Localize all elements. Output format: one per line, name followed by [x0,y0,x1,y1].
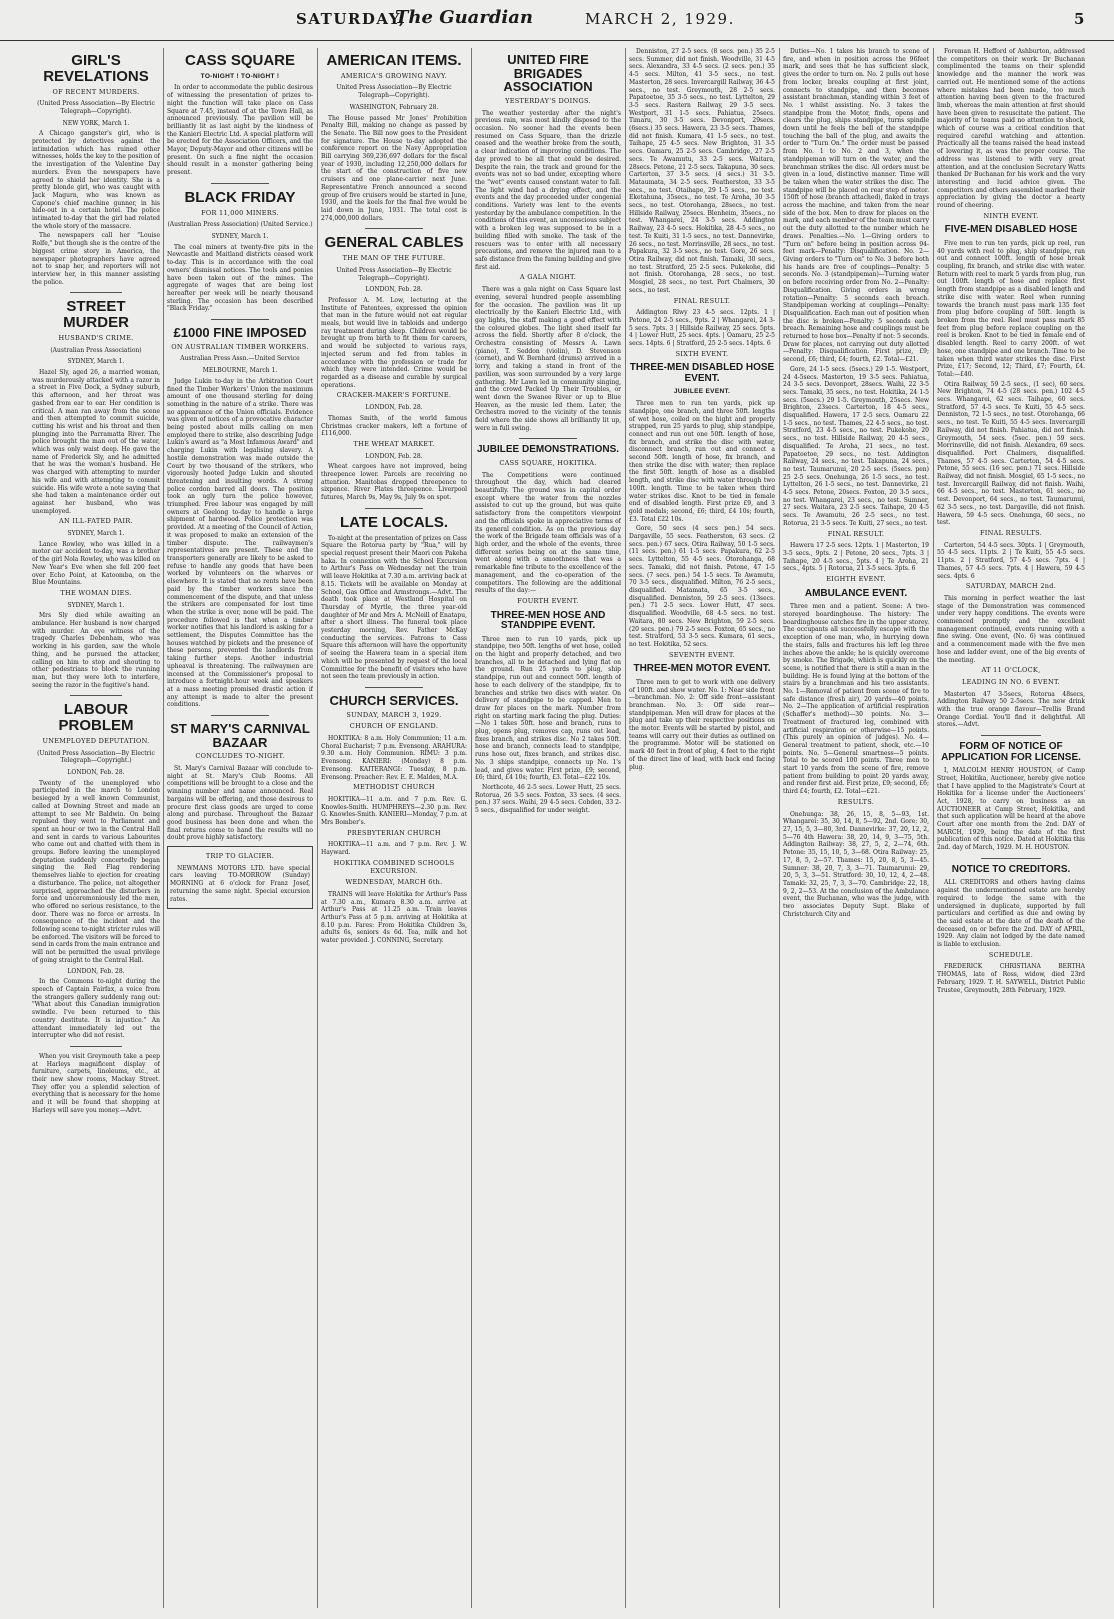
advertisement-box [167,846,313,909]
column-5 [629,48,775,1608]
dateline: LONDON, Feb. 28. [365,452,423,460]
article-body: The House passed Mr Jones' Prohibition Penalty Bill, making no change as passed by the Senate. The Bill now goes to the President for signature. The House to-day adopted the conference report on the Navy Appropriation Bill carrying 369,236,697 dollars for the fiscal year of 1930, including 12,250,000 dollars for the start of the construction of five new cruisers and one plane-carrier next June. Representative French announced a second group of five cruisers would be started in June, 1930, and the keels for the final five would be laid down in June, 1931. The total cost is 274,000,000 dollars. [321,114,467,222]
article-body: HOKITIKA—11 a.m. and 7 p.m. Rev. G. Knowles-Smith. HUMPHREYS—2.30 p.m. Rev. G. Knowles-Smith. KANIERI—Monday, 7 p.m. at Mrs Bomber's. [321,795,467,827]
results-list: Gore, 24 1-5 secs. (5secs.) 29 1-5. Westport, 24 4-5secs. Masterton, 19 3-5 secs. Pahiatua, 24 3-5 secs. Devonport, 28secs. Waihi, 22 3-5 secs. Tamaki, 35 secs., no test. Hokitika, 24 1-5 secs. (5secs.) 29 1-5. Greymouth, 25secs. New Brighton, 23secs. Carterton, 18 4-5 secs., disqualified. Hawera, 17 2-5 secs. Oamaru 22 1-5 secs., no test. Thames, 22 4-5 secs., no test. Stratford, 23 4-5 secs., no test. Pukekohe, 20 secs., no test. Hillside Railway, 20 4-5 secs., disqualified. Te Aroha, 21 secs., no test. Papatoetoe, 29 secs., no test. Addington Railway, 24 secs., no test. Takapuna, 24 secs., no test. Taumarunui, 20 2-5 secs. (5secs. pen) 25 2-5 secs. Onehunga, 26 1-5 secs., no test. Lyttelton, 26 1-5 secs., no test. Dannevirke, 21 4-5 secs. Petone, 20secs. Foxton, 20 3-5 secs., no test. Whangarei, 23 secs., no test. Sumner, 27 secs. Waitara, 23 2-5 secs. Taihape, 20 4-5 secs. Te Awamutu, 26 2-5 secs., no test. Rotorua, 21 3-5 secs. Te Kuiti, 27 secs., no test. [783,365,929,527]
column-2 [167,48,313,1608]
subheading: CRACKER-MAKER'S FORTUNE. [336,391,452,400]
subheading: THE MAN OF THE FUTURE. [342,254,446,263]
divider [519,438,577,439]
masthead-title: The Guardian [395,7,533,28]
article-body: The coal miners at twenty-five pits in the Newcastle and Maitland districts ceased work to-day. This is in accordance with the coal owners' dismissal notices. The tools and ponies have been taken out of the mines. The aggregate of wages that are being lost hereafter per week will be nearly thousand sterling. The occasion has been described "Black Friday." [167,243,313,313]
final-result: Carterton, 54 4-5 secs. 30pts. 1 | Greymouth, 55 4-5 secs. 11pts. 2 | Te Kuiti, 55 4-5 secs. 11pts. 2 | Stratford, 57 4-5 secs. 7pts. 4 | Thames, 57 4-5 secs. 7pts. 4 | Hawera, 59 4-5 secs. 4pts. 6 [937,541,1085,580]
article-body: A Chicago gangster's girl, who is protected by detectives against the intimidation which has ruined other witnesses, holds the key to the position of the investigation of the Valentine Day murders. Even the newspapers have agreed to shield her identity. She is a pretty blonde girl, who was caught with Jack Magurn, who was known as Capone's chief machine gunner, in his hide-out in a certain hotel. The police intimated to-day that the girl had related the whole story of the massacre. [32,130,160,230]
divider [365,228,423,229]
article-body: Foreman H. Hefford of Ashburton, addressed the competitors on their work. Dr Buchanan complimented the teams on their splendid knowledge and the manner the work was carried out. He mentioned some of the actions where mistakes had been made, too much attention having been given to the fractured limb, whereas the main attention at first should have been given to resuscitate the patient. The majority of te teams paid no attention to shock, which of course was a critical condition that required careful watching and attention. Practically all the teams raised the head instead of lowering it, as was the proper course. The address was listened to with very great attention, and at the conclusion Secretary Watts thanked Dr Buchanan for his work and the very interesting and lucid advice given. The competitors and others assembled marked their appreciation by giving the doctor a hearty round of cheering. [937,48,1085,210]
masthead-date: MARCH 2, 1929. [585,10,735,28]
article-body: Professor A. M. Low, lecturing at the Institute of Patentees, expressed the opinion that man in the future would not eat regular meals, but would live in tabloids and undergo ray treatment during sleep. Children would be brought up from birth to fit them for careers, and would be subjected to various rays, injected serum and fed from tables in accordance with the profession or trade for which they were intended. Crime would be regarded as a disease and curable by surgical operations. [321,296,467,389]
article-body: St. Mary's Carnival Bazaar will conclude to-night at St. Mary's Club Rooms. All competitions will be brought to a close and the winning number and name announced. Real bargains will be offering, and those desirous to procure first class goods are urged to come along and purchase. Throughout the Bazaar good business has been done and when the final returns come to hand the results will no doubt prove highly satisfactory. [167,765,313,842]
headline-church-services: CHURCH SERVICES. [329,692,459,708]
divider [365,508,423,509]
credit-line: (Australian Press Association) [50,346,142,354]
headline-black-friday: BLACK FRIDAY [184,188,296,206]
article-body: To-night at the presentation of prizes on Cass Square the Rotorua party by "Rua," will by special request present their Maori con Pakeha haka. In connexion with the School Excursion to Arthur's Pass on Wednesday net the train will leave Hokitika at 7.30 a.m. arriving back at 8.15. Tickets will be available on Monday at School, Gas Office and Armstrongs.—Advt. The death took place at Westland Hospital on Thursday of Myrtle, the three year-old daughter of Mr and Mrs A. McNeill of Enatapu, after a short illness. The funeral took place yesterday morning, Rev. Father McKay conducting the services. Patrons to Cass Square this afternoon will have the opportunity of seeing the Hawera team in a special item which will be presented by request of the local Committee for the benefit of visitors who have not seen the team previously in action. [321,534,467,681]
article-body: Twenty of the unemployed who participated in the march to London besieged by a well known Communist, called at Downing Street and made an attempt to see Mr Baldwin. On being repulsed they went to Parliament and spent an hour or two in the Central Hall and sent in cards to various Labourites who came out and chatted with them in groups. Before leaving the unemployed deputation suddenly concertedly began singing the Red Flag rendering themselves liable to ejection for creating a disturbance. The police, not altogether surprised, approached the disturbers in force and unceremoniously led the men, who offered no serious resistance, to the door. There was no force or arrests. In consequence of the incident and the following scene to-night stricter rules will be enforced. The visitors will be forced to send in cards from the main entrance and will not be permitted the usual privilege of going straight to the Central Hall. [32,779,160,964]
subheading: ON AUSTRALIAN TIMBER WORKERS. [171,342,309,351]
subheading: PRESBYTERIAN CHURCH [347,828,441,837]
article-body: This morning in perfect weather the last stage of the Demonstration was commenced under very happy conditions. The events were commenced promptly and the excellent management continued, events running with a fine swing. One event, (No. 6) was continued and a commencement made with the five men hose and ladder event, one of the big events of the meeting. [937,594,1085,664]
final-result: Hawera 17 2-5 secs. 12pts. 1 | Masterton, 19 3-5 secs., 9pts. 2 | Petone, 20 secs., 7pts. 3 | Taihape, 20 4-5 secs., 5pts. 4 | Te Aroha, 21 secs., 4pts. 5 | Rotorua, 21 3-5 secs. 3pts. 6 [783,542,929,573]
column-rule [779,48,780,1608]
article-body: Judge Lukin to-day in the Arbitration Court fined the Timber Workers' Union the maximum amount of one thousand sterling for doing something in the nature of a strike. There was no appearance of the Union officials. Evidence was given of notices of a provocative character being posted about mills calling on men employed there to strike, also describing Judge Lukin's award as "a Most Infamous Award" and charging Lukin with legalising slavery. A hostile demonstration was made outside the Court by two thousand of the strikers, who vigorously hooted Judge Lukin and shouted threatening and insulting words. A strong police cordon barred all doors. The position took an ugly turn the police however, triumphed. Free labour was engaged by mill owners at Geelong to-day to handle a large shipment of hardwood. Police protection was provided. At a meeting of the Council of Action, it was proposed to make an extension of the timber dispute. The railwaymen's representatives are present. These and the transporters generally are likely to be asked to refuse to handle any goods that have been worked by volunteers on the wharves or elsewhere. It is stated that no rents have been paid by the timber workers since the commencement of the dispute, and that unless the strikers are compensated for lost time when the strike is over, none will be paid. The procedure followed is that when a timber worker notifies that his landlord is asking for a settlement, the Disputes Committee has the houses watched by pickets and the presence of these persons, prevented the landlords from taking further steps. Another industrial upheaval is threatening. The railwaymen are incensed at the Commissioner's proposal to introduce a fortnight-hour week and speakers at a mass meeting promised drastic action if any attempt is made to alter the present conditions. [167,377,313,709]
article-body: Three men to get to work with one delivery of 100ft. and show water. No. 1: Near side front—branchman. No. 2: Off side front—assistant branchman. No. 3: Off side rear—standpipeman. Men will draw for places at the plug and take up their respective positions on the motor. Events will be started by pistol, and teams will carry out their duties as outlined on the programme. Motor will be stationed on mark 40 feet in front of plug, 4 feet to the right of the direct line of lead, with back end facing plug. [629,678,775,771]
subheading: FINAL RESULT. [827,529,885,538]
subheading: HUSBAND'S CRIME. [58,333,134,342]
column-4 [475,48,621,1608]
results-list: Otira Railway, 59 2-5 secs., (1 sec), 60 secs. New Brighton, 74 4-5 (28 secs. pen.) 102 4-5 secs. Whangarei, 62 secs. Taihape, 60 secs. Stratford, 57 4-5 secs. Te Kuiti, 55 4-5 secs. Denniston, 72 1-5 secs., no test. Otorohanga, 66 secs., no test. Te Kuiti, 55 4-5 secs. Invercargill Railway, did not finish. Pahiatua, did not finish. Greymouth, 54 secs. (5sec. pen.) 59 secs. Morrinsville, did not finish. Alexandra, 69 secs. disqualified. Port Chalmers, disqualified. Thames, 57 4-5 secs. Carterton, 54 4-5 secs. Petone, 55 secs. (16 sec. pen.) 71 secs. Hillside Railway, did not finish. Mosgiel, 65 1-5 secs., no test. Invercargill Railway, did not finish. Waihi, 66 4-5 secs., no test. Masterton, 61 secs., no test. Devonport, 64 secs., no test. Taumarunui, 62 3-5 secs., no test. Dargaville, did not finish. Hawera, 59 4-5 secs. Onehunga, 60 secs., no test. [937,380,1085,527]
credit-line: (United Press Association—By Electric Telegraph—Copyright.) [37,749,155,765]
subheading: SATURDAY, MARCH 2nd. [965,582,1057,591]
subheading: SCHEDULE. [988,950,1034,959]
divider [211,319,269,320]
article-body: HOKITIKA—11 a.m. and 7 p.m. Rev. J. W. Hayward. [321,841,467,857]
masthead-day: SATURDAY, [296,10,406,28]
dateline: LONDON, Feb. 28. [365,286,423,294]
subheading: RESULTS. [837,797,875,806]
headline-late-locals: LATE LOCALS. [339,513,449,531]
divider [70,292,121,293]
article-body: Lance Rowley, who was killed in a motor car accident to-day, was a brother of the girl Nola Rowley, who was killed on New Year's Eve when she fell 200 feet over Echo Point, at Katoomba, on the Blue Mountains. [32,540,160,587]
headline-carnival-bazaar: ST MARY'S CARNIVAL BAZAAR [170,721,310,750]
column-7 [937,48,1085,1608]
subheading: SEVENTH EVENT. [669,650,735,659]
column-rule [163,48,164,1608]
article-body: Three men to run ten yards, pick up standpipe, one branch, and three 50ft. lengths of wet hose, coiled on the hight and properly strapped, run 25 yards to plug, ship standpipe, connect and run out one 50ft. length of hose, fix branch, and strike the disc with water, disconnect branch, run out and connect a second 50ft. length of hose, fix branch, and then strike the disc with water; then replace the first 50ft. length of hose as a disabled length, and strike disc with water through two 100ft. length. Time to be taken when third water strikes disc. Knot to be tied in female end of disabled length. First prize £9, and 3 gold medals; second, £6; third, £4 10s; fourth, £3. Total £22 10s. [629,400,775,523]
column-rule [471,48,472,1608]
subheading: WEDNESDAY, MARCH 6th. [345,878,443,887]
article-body: In order to accommodate the public desirous of witnessing the presentation of prizes to-night the function will take place on Cass Square at 7.45, instead of at the Town Hall, as announced previously. The pavilion will be brilliantly lit as last night by the kindness of the Kanieri Electric Ltd. A special platform will be erected for the Association Officers, and the Mayor, Deputy-Mayor and other citizens will be present. On such a fine night the occasion should result in a monster gathering being present. [167,84,313,177]
subheading: FOURTH EVENT. [517,596,579,605]
column-rule [317,48,318,1608]
headline-american-items: AMERICAN ITEMS. [326,52,462,69]
article-body: Wheat cargoes have not improved, being threepence lower. Parcels are receiving no attention. Manitobas dropped threepence to sixpence. River Plates threepence. Liverpool futures, March 9s, May 9s, July 9s on spot. [321,463,467,502]
advertisement: NEWMANS MOTORS LTD. have special cars leaving TO-MORROW (Sunday) MORNING at 6 o'clock for Franz Josef, returning the same night. Special excursion rates. [170,864,310,903]
article-body: The newspapers call her "Louise Rolfe," but though she is the centre of the biggest crime story in America, the newspaper photographers have agreed not to snap her, and reporters will not interview her, in this manner assisting the police. [32,232,160,286]
subheading: JUBILEE EVENT. [673,388,731,396]
headline-fine-imposed: £1000 FINE IMPOSED [173,325,307,341]
results-list: Onehunga: 38, 26, 15, 8, 5—93, 1st. Whangarei: 35, 30, 14, 8, 5—92, 2nd. Gore: 30, 27, 15, 5, 3—80, 3rd. Dannevirke: 37, 20, 12, 2, 5—76 4th Hawera: 38, 20, 14, 9, 3—75, 5th. Addington Railway: 38, 27, 5, 2, 2—74, 6th. Petone: 35, 15, 10, 5, 3—68. Otira Railway: 25, 17, 8, 5, 2—57. Thames: 15, 20, 8, 5, 3—45. Sumner: 38, 20, 7, 3, 3—71. Taumarunui: 29, 20, 5, 3, 3—51. Stratford: 30, 10, 12, 4, 2—48. Tamaki: 32, 25, 7, 3, 3—70. Cambridge: 22, 18, 9, 2, 2—53. At the conclusion of the Ambulance event, the Buchanan, who was the judge, with two associates Deputy Supt. Blake of Christchurch City and [783,810,929,918]
credit-line: (Australian Press Association) (United Service.) [167,221,313,229]
subheading: CONCLUDES TO-NIGHT. [195,752,285,761]
subheading: FOR 11,000 MINERS. [201,208,279,217]
credit-line: (United Press Association—By Electric Telegraph—Copyright). [37,100,155,115]
dateline: LONDON, Feb. 28. [67,967,125,975]
article-body: Five men to run ten yards, pick up reel, run 40 yards with reel to plug, ship standpipe, run out and connect 100ft. length of hose break coupling, fix branch, and strike disc with water. Return with reel to mark 5 yards from plug, run out 100ft. length of hose and replace first length from standpipe as a disabled length and strike disc with water. Reel when running towards the branch must pass mark 135 feet from plug before coupling of 50ft. length is broken from the reel. Reel must pass mark 85 feet from plug before replace coupling on the reel is broken. Knot to be tied in female end of disabled length. Reel to carry 200ft. of wet hose, one standpipe and one branch. Time to be taken when third water strikes the disc. First Prize, £17; Second, 12; Third, £7; Fourth, £4. Total:—£40. [937,239,1085,378]
subheading: CHURCH OF ENGLAND. [349,722,439,731]
headline-girls-revelations: GIRL'S REVELATIONS [43,52,149,85]
headline-license-notice: FORM OF NOTICE OF APPLICATION FOR LICENSE. [941,741,1081,763]
article-body: The Competitions were continued throughout the day, which had cleared beautifully. The ground was in capital order except where the water from the nozzles assisted to cut up the ground, but was quite satisfactory from the competitors viewpoint and the officials spoke in appreciative terms of its general condition. As on the previous day the work of the Brigade team officials was of a high order, and the whole of the events, three different series being on at the same time, went along with a smoothness that was a remarkable fine tribute to the excellence of the management, and the co-operation of the competitors. The following are the additional results of the day:— [475,471,621,595]
subheading: AMERICA'S GROWING NAVY. [340,71,448,80]
subheading: NINTH EVENT. [983,211,1039,220]
subheading: METHODIST CHURCH [353,783,435,792]
credit-line: United Press Association—By Electric Telegraph—Copyright). [336,266,452,282]
column-3 [321,48,467,1608]
subheading: HOKITIKA COMBINED SCHOOLS EXCURSION. [333,858,455,875]
event-heading: THREE-MEN DISABLED HOSE EVENT. [629,362,775,384]
subheading: EIGHTH EVENT. [826,575,886,584]
divider [70,1046,121,1047]
event-heading: THREE-MEN MOTOR EVENT. [633,663,771,675]
subheading: THE WOMAN DIES. [60,588,132,597]
masthead [0,0,1114,41]
subheading: CASS SQUARE, HOKITIKA. [499,458,597,467]
divider [365,687,423,688]
headline-labour-problem: LABOUR PROBLEM [58,701,134,735]
results-list: Northcote, 46 2-5 secs. Lower Hutt, 25 secs. Rotorua, 26 3-5 secs. Foxton, 33 secs. (4 secs. pen.) 37 secs. Waihi, 29 4-5 secs. Cobden, 33 2-5 secs., disqualified for under weight. [475,783,621,815]
article-body: Mrs Sly died while awaiting an ambulance. Her husband is now charged with murder. An eye witness of the tragedy Charles Debenham, who was working in his garden, saw the whole thing, and he pursued the attacker, calling on him to stop and shouting to other pedestrians to block the running man, but they were loth to interfere, seeing the razor in the fugitive's hand. [32,612,160,689]
article-body: The weather yesterday after the night's previous rain, was most kindly disposed to the occasion. No sooner had the events been resumed on Cass Square, than the drizzle ceased and the weather broke from the south, a clear indication of improving conditions. The day proved to be all that could be desired. Despite the rain, the track and ground for the events was not so bad under, excepting where the "wet" events caused constant water to fall. The light wind had a drying effect, and the events and the day proceeded under congenial conditions. Variety was lent to the events yesterday by the ambulance competition. In the conditions of this event, an unconscious subject with a broken leg was supposed to be in a building filled with smoke. The task of the rescuers was to enter with all necessary precautions, and remove the injured man to a safe distance from the fuming building and give first aid. [475,109,621,271]
dateline: SYDNEY, March 1. [67,601,125,609]
dateline: MELBOURNE, March 1. [202,367,278,375]
subheading: THE WHEAT MARKET. [353,439,435,448]
legal-notice: I, MALCOLM HENRY HOUSTON, of Camp Street, Hokitika, Auctioneer, hereby give notice that I have applied to the Magistrate's Court at Hokitika for a license under the Auctioneers' Act, 1928, to carry on business as an AUCTIONEER at Camp Street, Hokitika, and that such application will be heard at the above Court after one month from the 2nd. DAY of MARCH, 1929, being the date of the first publication of this notice. Dated at Hokitika this 2nd. day of March, 1929. M. H. HOUSTON. [937,767,1085,852]
headline-street-murder: STREET MURDER [63,298,129,332]
column-rule [625,48,626,1608]
subheading: A GALA NIGHT. [519,273,577,282]
column-1 [32,48,160,1608]
article-body: HOKITIKA: 8 a.m. Holy Communion; 11 a.m. Choral Eucharist; 7 p.m. Evensong. ARAHURA: 9.30 a.m. Holy Communion. RIMU: 3 p.m. Evensong. KANIERI: (Monday) 8 p.m. Evensong. KAITERANGI: Tuesday, 8 p.m. Evensong. Preacher: Rev. E. E. Malden, M.A. [321,735,467,781]
event-heading: AMBULANCE EVENT. [804,587,908,599]
page-number: 5 [1074,10,1086,28]
subheading: AT 11 O'CLOCK, [981,666,1041,675]
results-list: Gore, 50 secs (4 secs pen.) 54 secs. Dargaville, 55 secs. Featherston, 63 secs. (2 secs. pen.) 67 secs. Otira Railway, 50 1-5 secs. (11 secs. pen.) 61 1-5 secs. Papakura, 62 2-5 secs. Lyttelton, 55 4-5 secs. Otorohanga, 68 secs. Tamaki, did not finish. Petone, 47 1-5 secs. (7 secs. pen.) 54 1-5 secs. Te Awamutu, 70 3-5 secs., disqualified. Milton, 76 2-5 secs., disqualified. Matamata, 65 3-5 secs., disqualified. Denniston, 59 2-5 secs. (13secs. pen.) 71 2-5 secs. Lower Hutt, 47 secs. disqualified. Woodville, 68 4-5 secs. no test. Waitara, 80 secs. New Brighton, 59 2-5 secs. (20 secs. pen.) 79 2-5 secs. Foxton, 65 secs., no test. Stratford, 53 3-5 secs. Kumara, 61 secs., no test. Hokitika, 52 secs. [629,525,775,648]
column-rule [933,48,934,1608]
article-body: Masterton 47 3-5secs, Rotorua 48secs, Addington Railway 50 2-5secs. The new drink with the true orange flavour—Trellis Brand Orange Cordial. You'll find it delightful. All stores.—Advt. [937,690,1085,729]
dateline: WASHINGTON, February 28. [349,103,439,111]
subheading: FINAL RESULT. [673,296,731,305]
subheading: YESTERDAY'S DOINGS. [505,96,591,105]
divider [211,183,269,184]
results-list: Denniston, 27 2-5 secs. (8 secs. pen.) 35 2-5 secs. Summer, did not finish. Woodville, 31 4-5 secs. Alexandra, 33 4-5 secs. (2 secs. pen.) 35 4-5 secs. Milton, 41 3-5 secs., no test. Masterton, 28 secs. Invercargill Railway, 36 4-5 secs., no test. Greymouth, 28 2-5 secs. Papatoetoe, 35 3-5 secs., no test. Lyttelton, 29 3-5 secs. Rastern Railway, 29 3-5 secs. Westport, 31 1-5 secs. Pahiatua, 25secs. Timaru, 30 3-5 secs. Devonport, 29secs. (6secs.) 35 secs. Hawera, 23 3-5 secs. Thames, did not finish. Kumara, 41 1-5 secs., no test. Taihape, 25 4-5 secs. New Brighton, 31 3-5 secs. Oamaru, 25 2-5 secs. Cambridge, 27 2-5 secs. Te Awamutu, 33 2-5 secs. Waitara, 28secs. Petone, 21 2-5 secs. Takapuna, 30 secs. Carterton, 37 3-5 secs. (4 secs.) 31 3-5. Mataumata, 34 2-5 secs. Featherston, 33 3-5 secs., no test. Otaihape, 29 1-5 secs., no test. Eketahuna, 35secs., no test. Te Aroha, 30 3-5 secs., no test. Otorohanga, 28secs., no test. Hillside Railway, 25secs. Blenheim, 35secs., no test. Whangarei, 24 3-5 secs. Addington Railway, 23 4-5 secs. Hokitika, 28 4-5 secs., no test. Te Kuiti, 31 1-5 secs., no test. Dannevirke, 26 secs., no test. Morrinsville, 28 secs., no test. Papakura, 32 3-5 secs., no test. Gore, 26 secs. Otira Railway, did not finish. Tamaki, 30 secs., no test. Stratford, 25 2-5 secs. Pukekohe, did not finish. Otorohanga, 28 secs., no test. Mosgiel, 28 secs., no test. Port Chalmers, 30 secs., no test. [629,48,775,294]
headline-cass-square: CASS SQUARE [184,52,296,69]
subheading: AN ILL-FATED PAIR. [59,517,133,526]
article-body: There was a gala night on Cass Square last evening, several hundred people assembling for the occasion. The pavilion was lit up electrically by the Kanieri Electric Ltd., with gay lights, the staff making a good effect with the coloured globes. The light shed itself far across the field. Shortly after 8 o'clock, the Orchestra consisting of Messrs A. Lawn (piano), T. Seddon (violin), D. Stevenson (cornet), and W. Bernhard (drums) arrived in a lorry, and taking a stand in front of the pavilion, was soon surrounded by a very large gathering. Mr Lawn led in community singing, and the crowd Packed Up Their Troubles, or went down the Swanee River or up to Blue Heaven, as the music led them. Later, the Orchestra moved to the vicinity of the tennis field where the side shows all brilliantly lit up, were in full swing. [475,286,621,432]
dateline: SYDNEY, March 1. [211,233,269,241]
divider [981,858,1040,859]
headline-notice-creditors: NOTICE TO CREDITORS. [951,863,1071,875]
advertisement: TRAINS will leave Hokitika for Arthur's Pass at 7.30 a.m., Kumara 8.30 a.m. arrive at Arthur's Pass at 11.25 a.m. Train leaves Arthur's Pass at 5 p.m. arriving at Hokitika at 8.10 p.m. Fares: From Hokitika Children 3s, adults 6s, seniors 4s 6d. Tea, milk and hot water provided. J. CONNING, Secretary. [321,890,467,945]
article-body: Three men and a patient. Scene: A two-storeyed boardinghouse. The history: The boardinghouse catches fire in the upper storey. The occupants all successfully escape with the exception of one man, who, in hurrying down the stairs, falls and fractures his left leg three inches above the ankle; he is quickly overcome by smoke. The Brigade, which is quickly on the scene, is notified that there is still a man in the building. He is found lying at the bottom of the stairs by a branchman and his two assistants. No. 1—Removal of patient from scene of fire to safe distance (fresh air), 20 yards—40 points. No. 2—The application of artificial respiration (Schaffer's method)—30 points. No. 3—Treatment of fractured leg, combined with artificial respiration or otherwise—15 points. (This purely an opinion of judges). No. 4—General treatment to patient, shock, etc.—10 points. No. 5—General smartness—5 points. Total to be scored 100 points. Three men to start 10 yards from the scene of fire, remove patient from building to point 20 yards away, and render first aid. First prize, £9; second, £6; third £4; fourth, £2. Total—£21. [783,603,929,796]
subheading: FINAL RESULTS. [979,528,1043,537]
final-result: Addington Rlwy 23 4-5 secs. 12pts. 1 | Petone, 24 2-5 secs., 9pts. 2 | Whangarei, 24 3-5 secs. 7pts. 3 | Hillside Railway, 25 secs. 5pts. 4 | Lower Hutt, 25 secs. 4pts. | Oamaru, 25 2-5 secs. 14pts. 6 | Stratford, 25 2-5 secs. 14pts. 6 [629,309,775,348]
dateline: SYDNEY, March 1. [67,358,125,366]
event-heading: THREE-MEN HOSE AND STANDPIPE EVENT. [490,609,606,632]
article-body: In the Commons to-night during the speech of Captain Fairfax, a voice from the strangers gallery suddenly rang out: "What about this Canadian immigration swindle. I've been returned to this country destitute. It is injustice." An attendant immediately led out the interrupter who did not resist. [32,978,160,1040]
legal-notice: ALL CREDITORS and others having claims against the undermentioned estate are hereby required to lodge the same with the undersigned in duplicate, supported by full particulars and certified as due and owing by the said estate at the date of the death of the deceased, on or before the 2nd. DAY of APRIL, 1929. Any claim not lodged by the date named is liable to exclusion. [937,879,1085,949]
column-6 [783,48,929,1608]
advertisement: When you visit Greymouth take a peep at Harleys magnificent display of furniture, carpets, linoleums, etc., at their new show rooms, Mackay Street. They offer you a splendid selection of everything that is necessary for the home and it will be found that shopping at Harleys will save you money.—Advt. [32,1052,160,1114]
headline-fire-brigades: UNITED FIRE BRIGADES ASSOCIATION [503,52,593,95]
divider [70,695,121,696]
divider [211,715,269,716]
dateline: LONDON, Feb. 28. [67,769,125,777]
article-body: Three men to run 10 yards, pick up standpipe, two 50ft. lengths of wet hose, coiled on the hight and properly detached, and two branches, all to be detached and lying flat on the ground. Run 25 yards to plug, ship standpipe, run out and connect 50ft. length of hose to each delivery of the standpipe, fix to branches and strike two discs with water. On delivery of standpipe to be capped. Men to draw for places on the mark. Number from right on starting mark facing the plug. Duties:—No 1 takes 50ft. hose and branch, runs to plug, opens plug, removes cap, runs out lead, fixes branch, and strikes disc. No 2 takes 50ft. hose and branch, connects lead to standpipe, runs hose out, fixes branch, and strikes disc. No. 3 ships standpipe, connects up No. 1's lead, and gives water. First prize, £9; second, £6; third, £4 10s; fourth, £3. Total—£22 10s. [475,635,621,782]
subheading: TO-NIGHT ! TO-NIGHT ! [200,72,280,80]
subheading: UNEMPLOYED DEPUTATION. [42,736,150,745]
dateline: NEW YORK, March 1. [62,119,130,127]
event-heading: FIVE-MEN DISABLED HOSE [944,224,1078,236]
headline-general-cables: GENERAL CABLES [324,234,464,252]
subheading: TRIP TO GLACIER. [205,852,275,861]
subheading: SIXTH EVENT. [675,349,729,358]
headline-jubilee: JUBILEE DEMONSTRATIONS. [476,444,620,456]
credit-line: United Press Association—By Electric Telegraph—Copyright). [336,84,452,100]
subheading: LEADING IN NO. 6 EVENT. [962,677,1060,686]
legal-notice: FREDERICK CHRISTIANA BERTHA THOMAS, late of Ross, widow, died 23rd February, 1929. T. H. SAYWELL, District Public Trustee, Greymouth, 28th February, 1929. [937,963,1085,994]
dateline: LONDON, Feb. 28. [365,404,423,412]
article-body: Thomas Smith, of the world famous Christmas cracker makers, left a fortune of £116,000. [321,414,467,438]
subheading: SUNDAY, MARCH 3, 1929. [346,710,442,719]
credit-line: Australian Press Assn.—United Service [180,355,300,363]
divider [981,735,1040,736]
article-body: Hazel Sly, aged 26, a married woman, was murderously attacked with a razor in a street in Five Dock, a Sydney suburb, this afternoon, and her throat was gashed from ear to ear. Her condition is critical. A man ran away from the scene and then attempted to commit suicide, cutting his wrist and his throat and then plunging into the Parramatta River. The police brought the man out of the water, which was only waist deep. He gave the name of Frederick Sly, and he admitted that he was the woman's husband. He was charged with attempting to murder his wife and with attempting to commit suicide. His wife wrote a note saying that she had taken a maintenance order out against her husband, who was unemployed. [32,368,160,515]
article-body: Duties—No. 1 takes his branch to scene of fire, and when in position across the 96feet mark, and sees that he has sufficient slack, gives the order to turn on. No. 2 pulls out hose from locker, breaks coupling at first joint, connects to standpipe, and then becomes assistant branchman, standing within 3 feet of No. 1 whilst assisting. No. 3 takes the standpipe from the Motor, finds, opens and clears the plug, ships standpipe, turns spindle down until he feels the bell of the standpipe touching the ball of the plug, and awaits the order to "Turn On." The order must be passed from No. 1 to No. 2 and 3, when the standpipeman will turn on the water, and the branchman strikes the disc. All orders must be given in a loud, distinctive manner. Time will be taken when the water strikes the disc. The standpipe will be placed on rear step of motor. 150ft of hose (branch attached), flaked in trays across the machine, and taken from the near side of the box. Men to draw for places on the mark, and each member of the team must carry out the duty allotted to the number which he draws. Penalties.—No. 1—Giving orders to "Turn on" before being in position across 94-feet mark—Penalty: Disqualification. No. 2—Giving orders to "Turn on" to No. 3 before both his hands are free of couplings—Penalty: 5 seconds. No. 3 (standpipeman)—Turning water on before receiving order from No. 2—Penalty: Disqualification. Giving orders in wrong rotation—Penalty: 5 seconds each breach. Standpipeman working at couplings—Penalty: Disqualification. Each man out of position when the disc is broken—Penalty: 5 seconds each breach. Remaining hose and couplings must be returned to hose box—Penalty if not: 5 seconds. Draw for places, not carrying out duty allotted—Penalty: Disqualification. First prize, £9; second, £6; third, £4; fourth, £2. Total—£21. [783,48,929,364]
subheading: OF RECENT MURDERS. [52,87,140,96]
dateline: SYDNEY, March 1. [67,530,125,538]
